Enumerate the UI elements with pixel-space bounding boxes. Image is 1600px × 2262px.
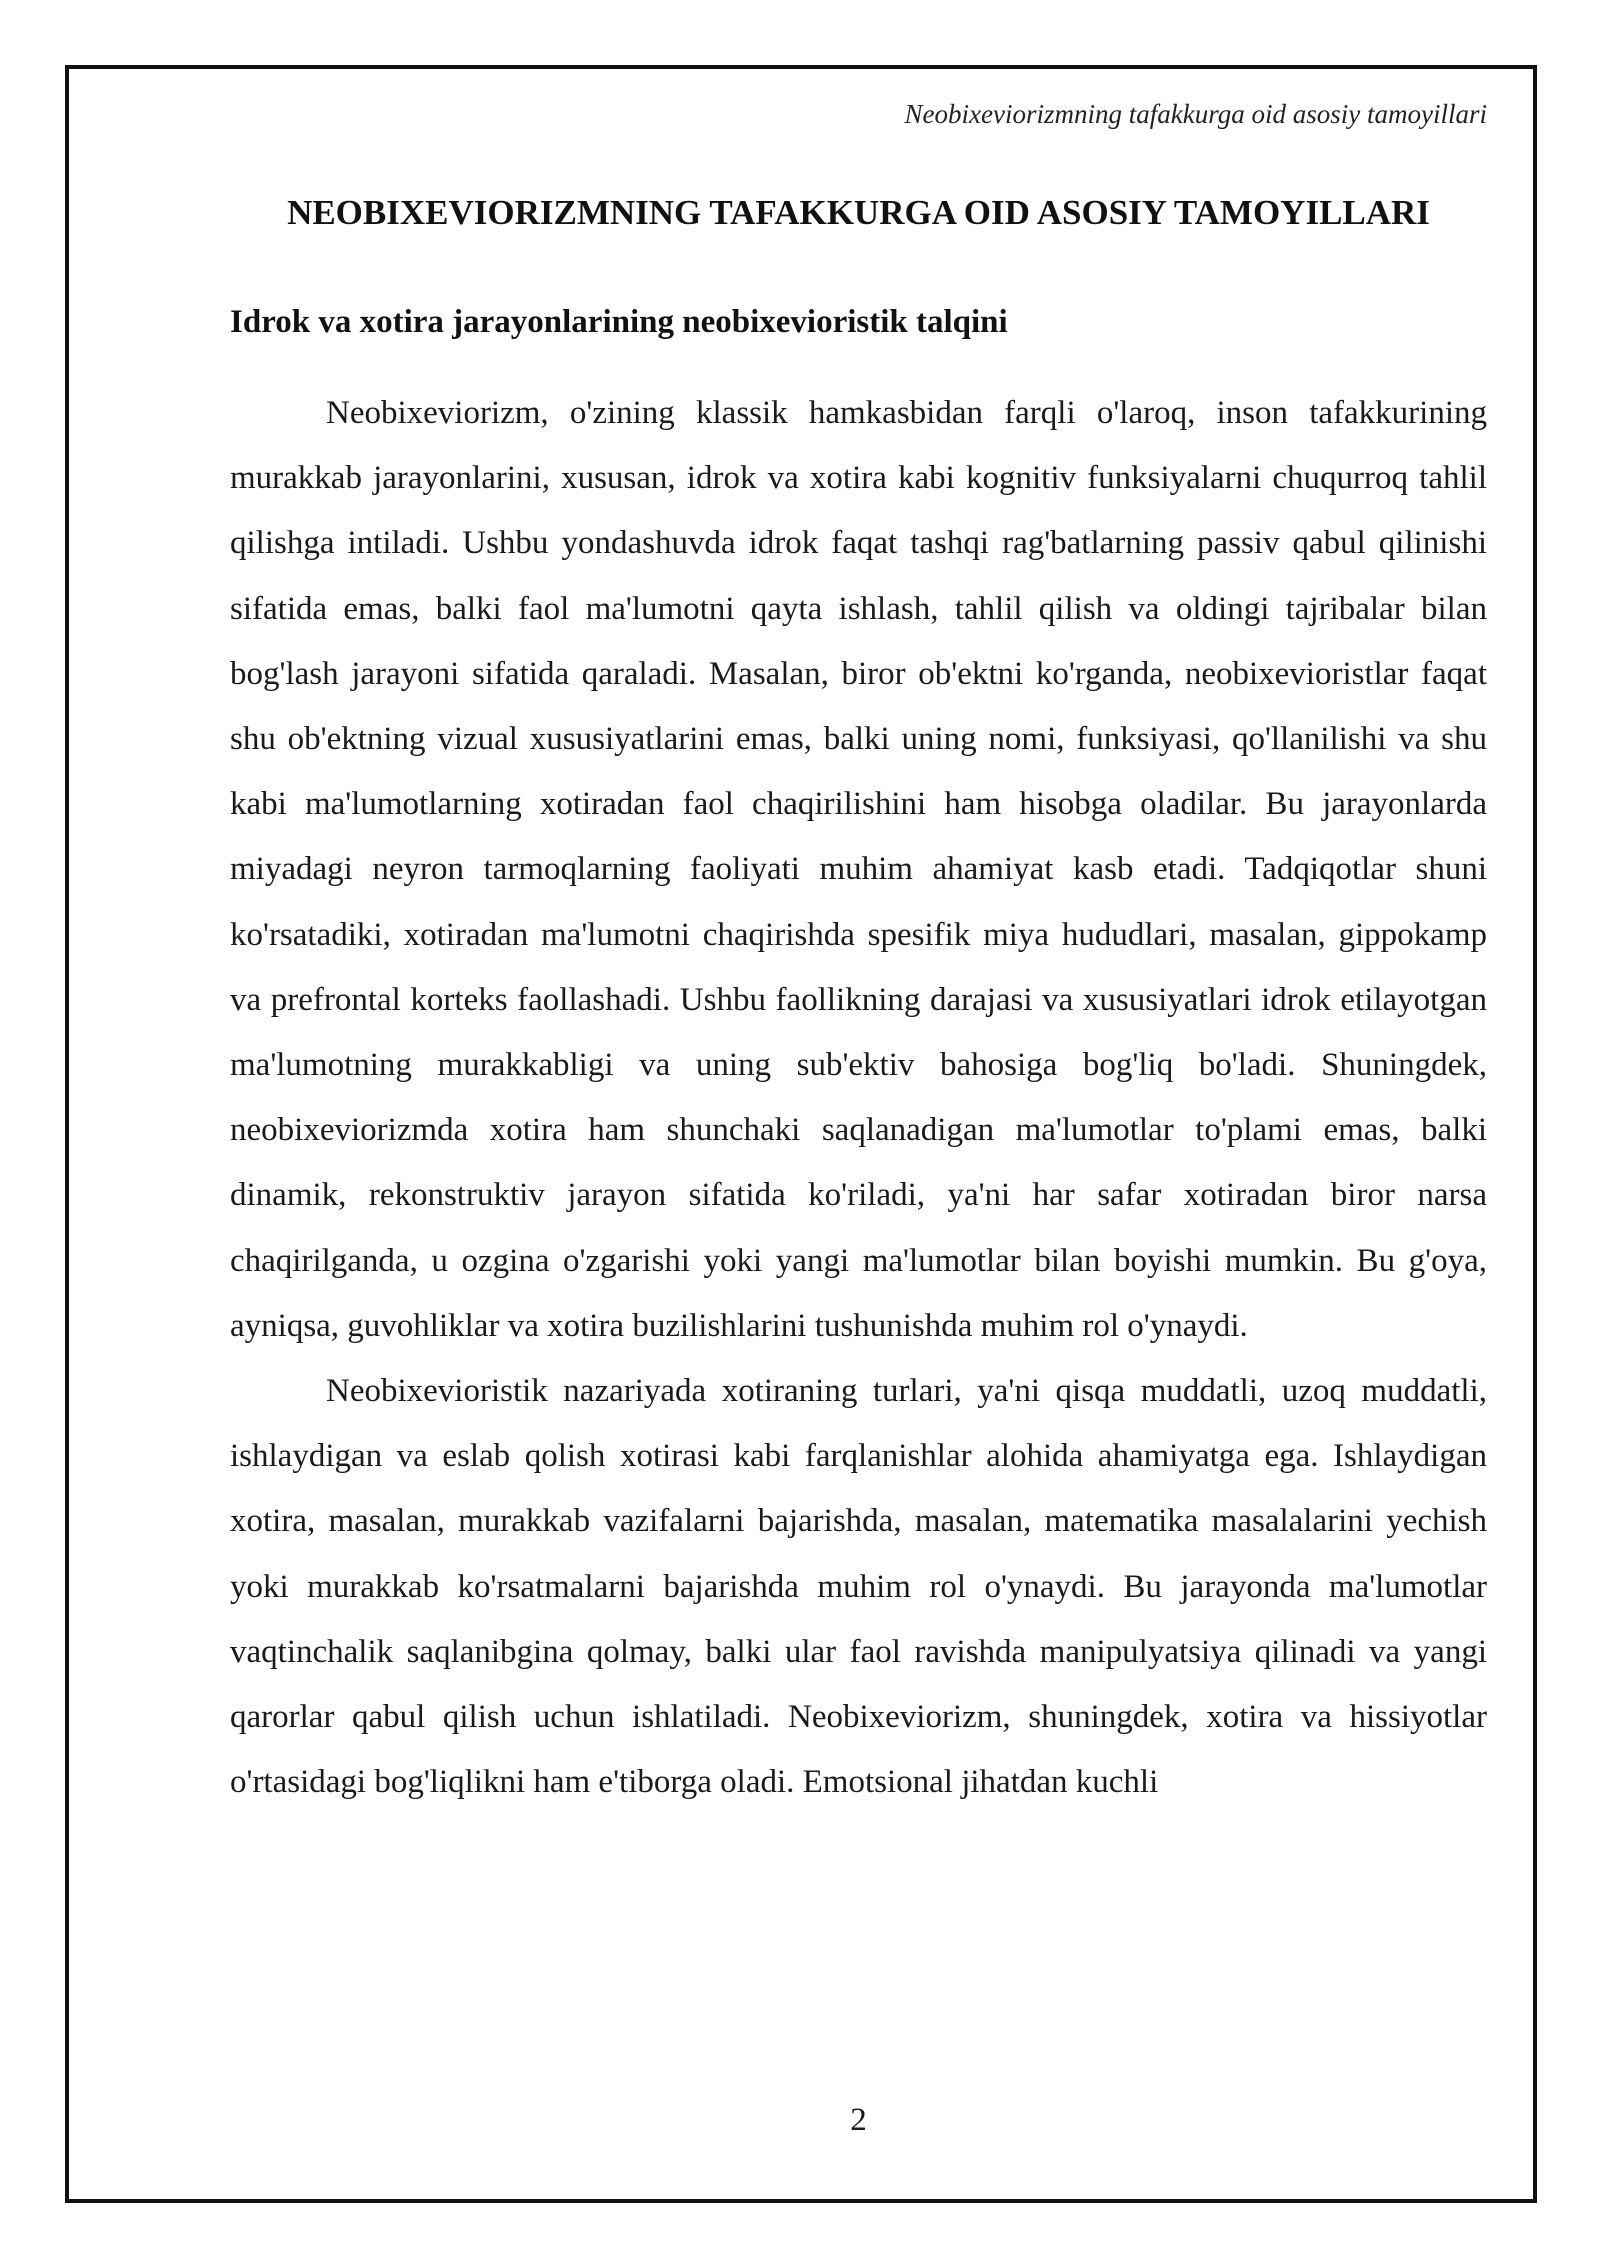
page-number: 2	[850, 2102, 867, 2138]
paragraph: Neobixevioristik nazariyada xotiraning turlari, ya'ni qisqa muddatli, uzoq muddatli, ishlaydigan va eslab qolish xotirasi kabi farqlanishlar alohida ahamiyatga ega. Ishlaydigan xotira, masalan, murakkab vazifalarni bajarishda, masalan, matematika masalalarini yechish yoki murakkab ko'rsatmalarni bajarishda muhim rol o'ynaydi. Bu jarayonda ma'lumotlar vaqtinchalik saqlanibgina qolmay, balki ular faol ravishda manipulyatsiya qilinadi va yangi qarorlar qabul qilish uchun ishlatiladi. Neobixeviorizm, shuningdek, xotira va hissiyotlar o'rtasidagi bog'liqlikni ham e'tiborga oladi. Emotsional jihatdan kuchli	[230, 1373, 1487, 1801]
page-title: NEOBIXEVIORIZMNING TAFAKKURGA OID ASOSIY TAMOYILLARI	[287, 193, 1430, 232]
running-header: Neobixeviorizmning tafakkurga oid asosiy tamoyillari	[904, 99, 1487, 129]
section-heading: Idrok va xotira jarayonlarining neobixevioristik talqini	[230, 304, 1008, 340]
paragraph: Neobixeviorizm, o'zining klassik hamkasbidan farqli o'laroq, inson tafakkurining murakkab jarayonlarini, xususan, idrok va xotira kabi kognitiv funksiyalarni chuqurroq tahlil qilishga intiladi. Ushbu yondashuvda idrok faqat tashqi rag'batlarning passiv qabul qilinishi sifatida emas, balki faol ma'lumotni qayta ishlash, tahlil qilish va oldingi tajribalar bilan bog'lash jarayoni sifatida qaraladi. Masalan, biror ob'ektni ko'rganda, neobixevioristlar faqat shu ob'ektning vizual xususiyatlarini emas, balki uning nomi, funksiyasi, qo'llanilishi va shu kabi ma'lumotlarning xotiradan faol chaqirilishini ham hisobga oladilar. Bu jarayonlarda miyadagi neyron tarmoqlarning faoliyati muhim ahamiyat kasb etadi. Tadqiqotlar shuni ko'rsatadiki, xotiradan ma'lumotni chaqirishda spesifik miya hududlari, masalan, gippokamp va prefrontal korteks faollashadi. Ushbu faollikning darajasi va xususiyatlari idrok etilayotgan ma'lumotning murakkabligi va uning sub'ektiv bahosiga bog'liq bo'ladi. Shuningdek, neobixeviorizmda xotira ham shunchaki saqlanadigan ma'lumotlar to'plami emas, balki dinamik, rekonstruktiv jarayon sifatida ko'riladi, ya'ni har safar xotiradan biror narsa chaqirilganda, u ozgina o'zgarishi yoki yangi ma'lumotlar bilan boyishi mumkin. Bu g'oya, ayniqsa, guvohliklar va xotira buzilishlarini tushunishda muhim rol o'ynaydi.	[230, 395, 1487, 1344]
body-text	[230, 381, 1487, 1815]
